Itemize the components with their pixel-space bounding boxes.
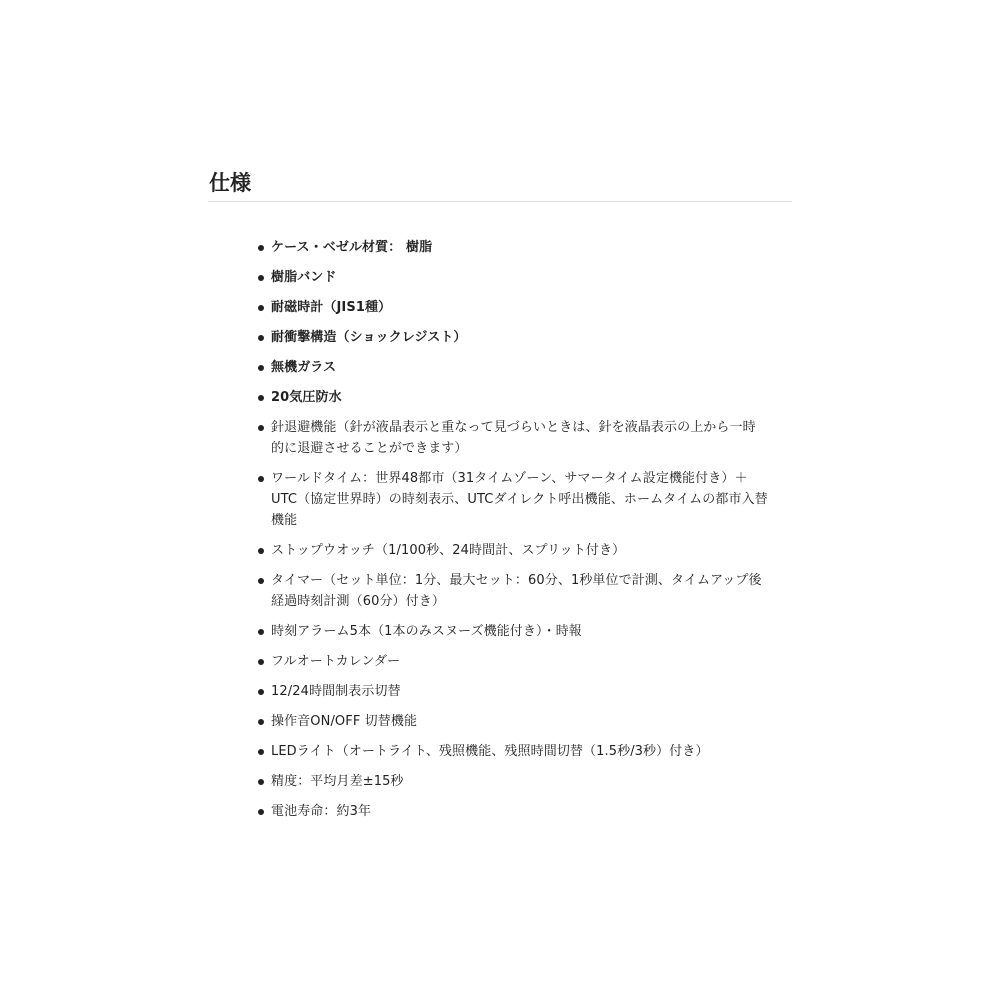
spec-item <box>258 237 768 258</box>
spec-item <box>258 681 768 702</box>
bullet-icon <box>258 548 264 554</box>
spec-section <box>208 168 792 819</box>
bullet-icon <box>258 275 264 281</box>
spec-item-text: タイマー（セット単位：1分、最大セット：60分、1秒単位で計測、タイムアップ後経過時刻計測（60分）付き） <box>271 573 762 609</box>
spec-item-text: ワールドタイム：世界48都市（31タイムゾーン、サマータイム設定機能付き）＋UTC（協定世界時）の時刻表示、UTCダイレクト呼出機能、ホームタイムの都市入替機能 <box>271 471 768 528</box>
spec-item <box>258 417 768 459</box>
spec-item-text: 操作音ON/OFF 切替機能 <box>271 714 418 729</box>
bullet-icon <box>258 689 264 695</box>
bullet-icon <box>258 659 264 665</box>
spec-item-text: 精度：平均月差±15秒 <box>271 774 404 789</box>
spec-item <box>258 771 768 792</box>
spec-item <box>258 327 768 348</box>
spec-item <box>258 357 768 378</box>
bullet-icon <box>258 578 264 584</box>
spec-list <box>258 237 768 831</box>
bullet-icon <box>258 809 264 815</box>
spec-item-text: 耐衝撃構造（ショックレジスト） <box>271 330 467 345</box>
bullet-icon <box>258 425 264 431</box>
section-title: 仕様 <box>209 171 251 195</box>
bullet-icon <box>258 395 264 401</box>
spec-item-text: 12/24時間制表示切替 <box>271 684 401 699</box>
spec-item <box>258 468 768 531</box>
spec-item-text: 時刻アラーム5本（1本のみスヌーズ機能付き）・時報 <box>271 624 582 639</box>
spec-item-text: 電池寿命：約3年 <box>271 804 372 819</box>
bullet-icon <box>258 365 264 371</box>
spec-item <box>258 801 768 822</box>
spec-item-text: ケース・ベゼル材質： 樹脂 <box>271 240 433 255</box>
spec-item-text: LEDライト（オートライト、残照機能、残照時間切替（1.5秒/3秒）付き） <box>271 744 709 759</box>
spec-item-text: フルオートカレンダー <box>271 654 401 669</box>
spec-item <box>258 711 768 732</box>
spec-item-text: 無機ガラス <box>271 360 337 375</box>
bullet-icon <box>258 245 264 251</box>
spec-item-text: ストップウオッチ（1/100秒、24時間計、スプリット付き） <box>271 543 626 558</box>
spec-item <box>258 387 768 408</box>
bullet-icon <box>258 305 264 311</box>
spec-item-text: 樹脂バンド <box>271 270 337 285</box>
spec-item <box>258 651 768 672</box>
bullet-icon <box>258 476 264 482</box>
spec-item <box>258 621 768 642</box>
title-divider <box>208 201 792 202</box>
bullet-icon <box>258 719 264 725</box>
spec-item <box>258 741 768 762</box>
spec-item-text: 20気圧防水 <box>271 390 342 405</box>
spec-item <box>258 540 768 561</box>
bullet-icon <box>258 779 264 785</box>
spec-item <box>258 267 768 288</box>
bullet-icon <box>258 629 264 635</box>
spec-item-text: 針退避機能（針が液晶表示と重なって見づらいときは、針を液晶表示の上から一時的に退避させることができます） <box>271 420 756 456</box>
bullet-icon <box>258 749 264 755</box>
bullet-icon <box>258 335 264 341</box>
spec-item <box>258 570 768 612</box>
spec-item-text: 耐磁時計（JIS1種） <box>271 300 392 315</box>
spec-item <box>258 297 768 318</box>
